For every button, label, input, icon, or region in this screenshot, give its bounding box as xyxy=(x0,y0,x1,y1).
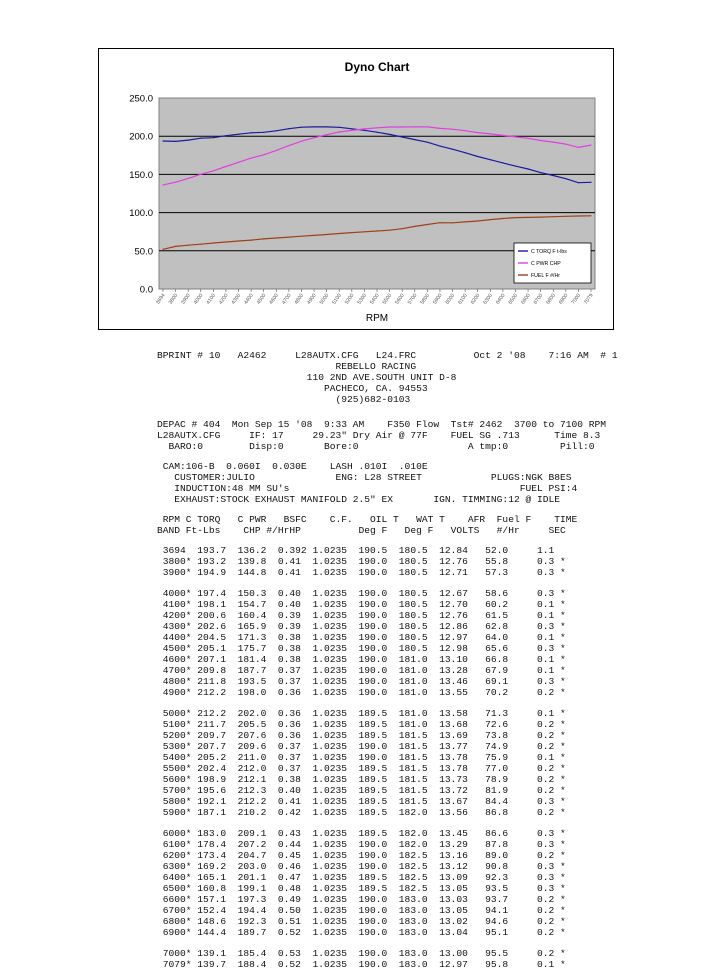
x-tick-label: 5700 xyxy=(406,292,419,306)
data-point xyxy=(213,170,214,171)
data-point xyxy=(251,240,252,241)
data-point xyxy=(515,136,516,137)
x-tick-label: 5300 xyxy=(356,292,369,306)
data-point xyxy=(477,220,478,221)
table-row: 4200* 200.6 160.4 0.39 1.0235 190.0 180.5 12.76 61.5 0.1 * xyxy=(157,610,566,621)
data-point xyxy=(188,245,189,246)
run-info-line: L28AUTX.CFG IF: 17 29.23" Dry Air @ 77F FUEL SG .713 Time 8.3 xyxy=(157,430,601,441)
data-point xyxy=(502,135,503,136)
data-point xyxy=(439,145,440,146)
data-point xyxy=(376,127,377,128)
data-point xyxy=(225,241,226,242)
x-axis-label: RPM xyxy=(365,313,389,324)
table-row: 6900* 144.4 189.7 0.52 1.0235 190.0 183.0 13.04 95.1 0.2 * xyxy=(157,927,566,938)
data-point xyxy=(263,132,264,133)
data-point xyxy=(477,132,478,133)
data-point xyxy=(175,246,176,247)
data-point xyxy=(452,129,453,130)
data-point xyxy=(414,226,415,227)
x-tick-label: 5000 xyxy=(318,292,331,306)
x-tick-label: 3900 xyxy=(180,292,192,306)
data-point xyxy=(565,178,566,179)
data-point xyxy=(276,237,277,238)
table-row: 6700* 152.4 194.4 0.50 1.0235 190.0 183.0 13.05 94.1 0.2 * xyxy=(157,905,566,916)
x-tick-label: 6900 xyxy=(557,292,570,306)
table-row: 5900* 187.1 210.2 0.42 1.0235 189.5 182.0 13.56 86.8 0.2 * xyxy=(157,807,566,818)
config-line: INDUCTION:48 MM SU's FUEL PSI:4 xyxy=(157,483,578,494)
data-point xyxy=(326,234,327,235)
x-tick-label: 6800 xyxy=(545,292,557,306)
x-tick-label: 6100 xyxy=(457,292,469,306)
header-line: 110 2ND AVE.SOUTH UNIT D-8 xyxy=(157,372,457,383)
table-row: 4500* 205.1 175.7 0.38 1.0235 190.0 180.5 12.98 65.6 0.3 * xyxy=(157,643,566,654)
data-point xyxy=(553,175,554,176)
table-row: 3694 193.7 136.2 0.392 1.0235 190.5 180.5 12.84 52.0 1.1 xyxy=(157,545,555,556)
data-point xyxy=(339,127,340,128)
y-tick-label: 250.0 xyxy=(129,93,153,105)
data-point xyxy=(389,134,390,135)
data-point xyxy=(175,141,176,142)
data-point xyxy=(339,233,340,234)
x-tick-label: 6600 xyxy=(520,292,532,306)
data-point xyxy=(351,128,352,129)
x-tick-label: 6000 xyxy=(444,292,457,306)
config-line: EXHAUST:STOCK EXHAUST MANIFOLD 2.5" EX IGN. TIMMING:12 @ IDLE xyxy=(157,494,561,505)
data-point xyxy=(301,141,302,142)
data-point xyxy=(238,162,239,163)
data-point xyxy=(490,133,491,134)
x-tick-label: 4800 xyxy=(293,292,306,306)
data-point xyxy=(326,134,327,135)
table-row: 3800* 193.2 139.8 0.41 1.0235 190.0 180.5 12.76 55.8 0.3 * xyxy=(157,556,566,567)
header-line: BPRINT # 10 A2462 L28AUTX.CFG L24.FRC Oct 2 '08 7:16 AM # 1 xyxy=(157,350,618,361)
table-row: 6600* 157.1 197.3 0.49 1.0235 190.0 183.0 13.03 93.7 0.2 * xyxy=(157,894,566,905)
data-point xyxy=(590,182,591,183)
data-point xyxy=(251,158,252,159)
data-point xyxy=(427,126,428,127)
legend-item: C TORQ F t-lbs xyxy=(531,249,567,255)
header-line: REBELLO RACING xyxy=(157,361,417,372)
data-point xyxy=(351,232,352,233)
table-row: 6000* 183.0 209.1 0.43 1.0235 189.5 182.0 13.45 86.6 0.3 * xyxy=(157,828,566,839)
data-point xyxy=(565,216,566,217)
data-point xyxy=(515,166,516,167)
data-point xyxy=(465,152,466,153)
column-header-line: BAND Ft-Lbs CHP #/HrHP Deg F Deg F VOLTS #/Hr SEC xyxy=(157,525,566,536)
data-point xyxy=(414,126,415,127)
x-tick-label: 4200 xyxy=(218,292,230,306)
x-tick-label: 6700 xyxy=(532,292,545,306)
data-point xyxy=(402,126,403,127)
data-point xyxy=(389,126,390,127)
x-tick-label: 5200 xyxy=(343,292,356,306)
run-info-line: DEPAC # 404 Mon Sep 15 '08 9:33 AM F350 Flow Tst# 2462 3700 to 7100 RPM xyxy=(157,419,607,430)
table-row: 5500* 202.4 212.0 0.37 1.0235 189.5 181.5 13.78 77.0 0.2 * xyxy=(157,763,566,774)
table-row: 6800* 148.6 192.3 0.51 1.0235 190.0 183.0 13.02 94.6 0.2 * xyxy=(157,916,566,927)
x-tick-label: 4500 xyxy=(255,292,268,306)
run-info-line: BARO:0 Disp:0 Bore:0 A tmp:0 Pill:0 xyxy=(157,441,595,452)
config-line: CUSTOMER:JULIO ENG: L28 STREET PLUGS:NGK B8ES xyxy=(157,472,572,483)
x-tick-label: 4400 xyxy=(243,292,255,306)
table-row: 7079* 139.7 188.4 0.52 1.0235 190.0 183.0 12.97 95.8 0.1 * xyxy=(157,959,566,970)
table-row: 6500* 160.8 199.1 0.48 1.0235 189.5 182.5 13.05 93.5 0.3 * xyxy=(157,883,566,894)
x-tick-label: 3694 xyxy=(155,292,167,306)
data-point xyxy=(313,126,314,127)
table-row: 5300* 207.7 209.6 0.37 1.0235 190.0 181.5 13.77 74.9 0.2 * xyxy=(157,741,566,752)
table-row: 5100* 211.7 205.5 0.36 1.0235 189.5 181.0 13.68 72.6 0.2 * xyxy=(157,719,566,730)
table-row: 7000* 139.1 185.4 0.53 1.0235 190.0 183.0 13.00 95.5 0.2 * xyxy=(157,948,566,959)
data-point xyxy=(590,144,591,145)
data-point xyxy=(465,221,466,222)
header-line: (925)682-0103 xyxy=(157,394,411,405)
table-row: 4800* 211.8 193.5 0.37 1.0235 190.0 181.0 13.46 69.1 0.3 * xyxy=(157,676,566,687)
x-tick-label: 5400 xyxy=(369,292,381,306)
data-point xyxy=(465,130,466,131)
data-point xyxy=(414,139,415,140)
data-point xyxy=(301,127,302,128)
data-point xyxy=(590,215,591,216)
data-point xyxy=(527,138,528,139)
data-point xyxy=(313,235,314,236)
x-tick-label: 6200 xyxy=(469,292,482,306)
data-point xyxy=(339,131,340,132)
x-tick-label: 4000 xyxy=(192,292,205,306)
column-header-line: RPM C TORQ C PWR BSFC C.F. OIL T WAT T AFR Fuel F TIME xyxy=(157,514,578,525)
data-point xyxy=(427,142,428,143)
data-point xyxy=(527,217,528,218)
data-point xyxy=(213,137,214,138)
data-point xyxy=(238,240,239,241)
config-line: CAM:106-B 0.060I 0.030E LASH .010I .010E xyxy=(157,461,428,472)
y-tick-label: 150.0 xyxy=(129,169,153,181)
table-row: 5400* 205.2 211.0 0.37 1.0235 190.0 181.5 13.78 75.9 0.1 * xyxy=(157,752,566,763)
x-tick-label: 4700 xyxy=(280,292,293,306)
data-point xyxy=(439,128,440,129)
x-tick-label: 4100 xyxy=(205,292,217,306)
data-point xyxy=(439,222,440,223)
data-point xyxy=(540,217,541,218)
table-row: 6100* 178.4 207.2 0.44 1.0235 190.0 182.0 13.29 87.8 0.3 * xyxy=(157,839,566,850)
data-point xyxy=(452,222,453,223)
data-point xyxy=(490,219,491,220)
data-point xyxy=(578,147,579,148)
table-row: 6200* 173.4 204.7 0.45 1.0235 190.0 182.5 13.16 89.0 0.2 * xyxy=(157,850,566,861)
data-point xyxy=(200,174,201,175)
x-tick-label: 4600 xyxy=(268,292,280,306)
x-tick-label: 3800 xyxy=(167,292,180,306)
data-point xyxy=(376,230,377,231)
chart-title: Dyno Chart xyxy=(344,60,410,74)
data-point xyxy=(364,231,365,232)
table-row: 6300* 169.2 203.0 0.46 1.0235 190.0 182.5 13.12 90.8 0.3 * xyxy=(157,861,566,872)
data-point xyxy=(175,182,176,183)
data-point xyxy=(540,172,541,173)
table-row: 4900* 212.2 198.0 0.36 1.0235 190.0 181.0 13.55 70.2 0.2 * xyxy=(157,687,566,698)
table-row: 4400* 204.5 171.3 0.38 1.0235 190.0 180.5 12.97 64.0 0.1 * xyxy=(157,632,566,643)
data-point xyxy=(402,136,403,137)
data-point xyxy=(364,128,365,129)
x-tick-label: 5800 xyxy=(419,292,431,306)
data-point xyxy=(477,156,478,157)
data-point xyxy=(351,130,352,131)
data-point xyxy=(162,249,163,250)
data-point xyxy=(452,149,453,150)
table-row: 4000* 197.4 150.3 0.40 1.0235 190.0 180.5 12.67 58.6 0.3 * xyxy=(157,588,566,599)
data-point xyxy=(326,126,327,127)
y-tick-label: 0.0 xyxy=(139,284,153,296)
data-point xyxy=(376,132,377,133)
data-point xyxy=(565,143,566,144)
table-row: 5800* 192.1 212.2 0.41 1.0235 189.5 181.5 13.67 84.4 0.3 * xyxy=(157,796,566,807)
data-point xyxy=(402,228,403,229)
x-tick-label: 6400 xyxy=(494,292,507,306)
data-point xyxy=(313,137,314,138)
data-point xyxy=(225,166,226,167)
x-tick-label: 5100 xyxy=(331,292,343,306)
table-row: 5000* 212.2 202.0 0.36 1.0235 189.5 181.0 13.58 71.3 0.1 * xyxy=(157,708,566,719)
data-point xyxy=(162,184,163,185)
data-point xyxy=(162,140,163,141)
header-line: PACHECO, CA. 94553 xyxy=(157,383,428,394)
x-tick-label: 7000 xyxy=(570,292,583,306)
data-point xyxy=(389,230,390,231)
data-point xyxy=(200,138,201,139)
data-point xyxy=(276,150,277,151)
data-point xyxy=(263,238,264,239)
x-tick-label: 4900 xyxy=(306,292,318,306)
x-tick-label: 6300 xyxy=(482,292,494,306)
data-point xyxy=(427,224,428,225)
data-point xyxy=(238,134,239,135)
x-tick-label: 7079 xyxy=(583,292,595,306)
data-point xyxy=(540,140,541,141)
data-point xyxy=(553,141,554,142)
data-point xyxy=(188,139,189,140)
data-point xyxy=(276,130,277,131)
y-tick-label: 100.0 xyxy=(129,208,153,220)
table-row: 4100* 198.1 154.7 0.40 1.0235 190.0 180.5 12.70 60.2 0.1 * xyxy=(157,599,566,610)
table-row: 5200* 209.7 207.6 0.36 1.0235 189.5 181.5 13.69 73.8 0.2 * xyxy=(157,730,566,741)
data-point xyxy=(251,132,252,133)
data-point xyxy=(213,242,214,243)
data-point xyxy=(225,135,226,136)
data-point xyxy=(578,215,579,216)
data-point xyxy=(364,130,365,131)
data-point xyxy=(502,218,503,219)
data-point xyxy=(200,244,201,245)
y-tick-label: 200.0 xyxy=(129,131,153,143)
data-point xyxy=(553,216,554,217)
table-row: 5600* 198.9 212.1 0.38 1.0235 189.5 181.5 13.73 78.9 0.2 * xyxy=(157,774,566,785)
data-point xyxy=(490,159,491,160)
x-tick-label: 6500 xyxy=(507,292,520,306)
table-row: 4700* 209.8 187.7 0.37 1.0235 190.0 181.0 13.28 67.9 0.1 * xyxy=(157,665,566,676)
data-point xyxy=(301,236,302,237)
table-row: 5700* 195.6 212.3 0.40 1.0235 189.5 181.5 13.72 81.9 0.2 * xyxy=(157,785,566,796)
dyno-chart-svg xyxy=(99,49,613,329)
table-row: 6400* 165.1 201.1 0.47 1.0235 189.5 182.5 13.09 92.3 0.3 * xyxy=(157,872,566,883)
table-row: 4300* 202.6 165.9 0.39 1.0235 190.0 180.5 12.86 62.8 0.3 * xyxy=(157,621,566,632)
data-point xyxy=(263,154,264,155)
data-point xyxy=(188,178,189,179)
x-tick-label: 5500 xyxy=(381,292,394,306)
x-tick-label: 5600 xyxy=(394,292,406,306)
data-point xyxy=(578,182,579,183)
dyno-chart xyxy=(98,48,614,330)
legend-item: C PWR CHP xyxy=(531,261,561,267)
table-row: 3900* 194.9 144.8 0.41 1.0235 190.0 180.5 12.71 57.3 0.3 * xyxy=(157,567,566,578)
data-point xyxy=(288,128,289,129)
data-point xyxy=(515,217,516,218)
legend-item: FUEL F #/Hr xyxy=(531,273,560,279)
data-point xyxy=(288,145,289,146)
data-point xyxy=(288,237,289,238)
table-row: 4600* 207.1 181.4 0.38 1.0235 190.0 181.0 13.10 66.8 0.1 * xyxy=(157,654,566,665)
data-point xyxy=(502,162,503,163)
x-tick-label: 5900 xyxy=(432,292,444,306)
y-tick-label: 50.0 xyxy=(134,246,153,258)
x-tick-label: 4300 xyxy=(230,292,243,306)
data-point xyxy=(527,168,528,169)
